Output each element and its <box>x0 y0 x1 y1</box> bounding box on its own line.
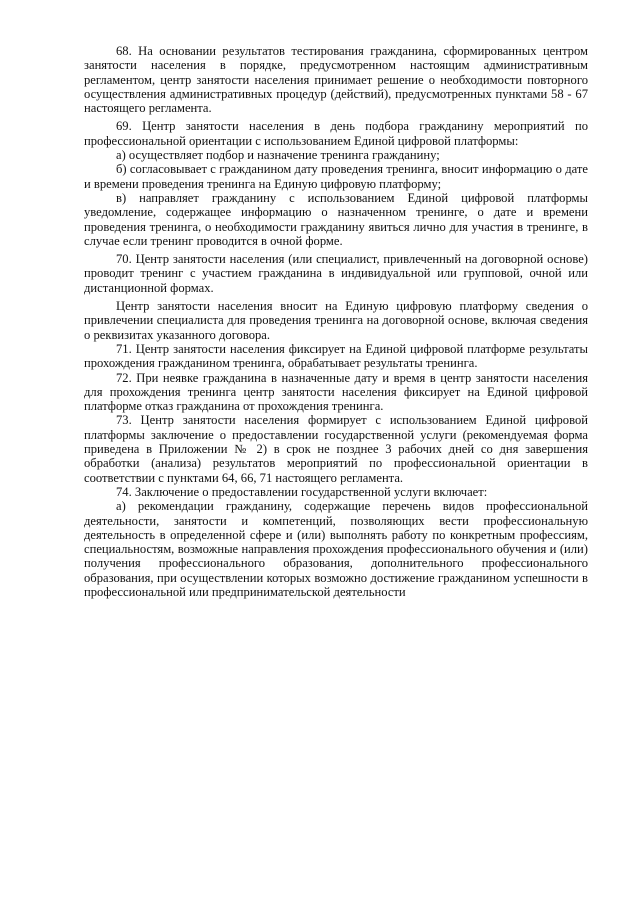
paragraph-72: 72. При неявке гражданина в назначенные дату и время в центр занятости населения для прохождения тренинга центр занятости населения фиксирует на Единой цифровой платформе отказ гражданина от прохождения тренинга. <box>84 370 588 414</box>
paragraph-71: 71. Центр занятости населения фиксирует на Единой цифровой платформе результаты прохождения гражданином тренинга, обрабатывает результаты тренинга. <box>84 341 588 371</box>
paragraph-69: 69. Центр занятости населения в день подбора гражданину мероприятий по профессиональной ориентации с использованием Единой цифровой платформы: <box>84 119 588 148</box>
list-item-69a: а) осуществляет подбор и назначение тренинга гражданину; <box>116 148 440 163</box>
list-item-69b: б) согласовывает с гражданином дату проведения тренинга, вносит информацию о дате и времени проведения тренинга на Единую цифровую платформу; <box>84 162 588 191</box>
list-item-74a: а) рекомендации гражданину, содержащие перечень видов профессиональной деятельности, занятости и компетенций, позволяющих вести профессиональную деятельность в определенной сфере и (или) выполнять работу по конкретным профессиям, специальностям, возможные направления прохождения профессионального обучения и (или) получения профессионального образования, дополнительного профессионального образования, при осуществлении которых возможно достижение гражданином успешности в профессиональной или предпринимательской деятельности <box>84 499 588 599</box>
paragraph-70-note: Центр занятости населения вносит на Единую цифровую платформу сведения о привлечении специалиста для проведения тренинга на договорной основе, включая сведения о реквизитах указанного договора. <box>84 299 588 342</box>
paragraph-74: 74. Заключение о предоставлении государственной услуги включает: <box>116 484 488 499</box>
paragraph-68: 68. На основании результатов тестирования гражданина, сформированных центром занятости населения в порядке, предусмотренном настоящим административным регламентом, центр занятости населения принимает решение о необходимости повторного осуществления административных процедур (действий), предусмотренных пунктами 58 - 67 настоящего регламента. <box>84 44 588 116</box>
paragraph-70: 70. Центр занятости населения (или специалист, привлеченный на договорной основе) проводит тренинг с участием гражданина в индивидуальной или групповой, очной или дистанционной формах. <box>84 252 588 295</box>
paragraph-73: 73. Центр занятости населения формирует с использованием Единой цифровой платформы заключение о предоставлении государственной услуги (рекомендуемая форма приведена в Приложении № 2) в срок не позднее 3 рабочих дней со дня завершения обработки (анализа) результатов мероприятий по профессиональной ориентации в соответствии с пунктами 64, 66, 71 настоящего регламента. <box>84 413 588 485</box>
list-item-69c: в) направляет гражданину с использованием Единой цифровой платформы уведомление, содержащее информацию о назначенном тренинге, о дате и времени проведения тренинга, о необходимости гражданину явиться лично для участия в тренинге, в случае если тренинг проводится в очной форме. <box>84 190 588 248</box>
